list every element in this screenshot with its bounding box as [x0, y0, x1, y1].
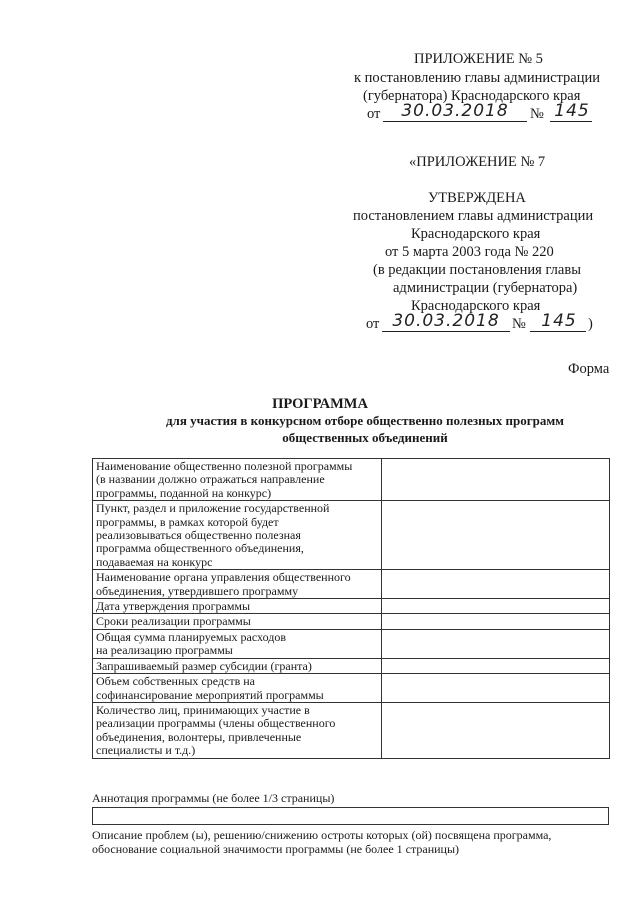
appendix7-line4: (в редакции постановления главы: [373, 262, 581, 278]
table-row: [93, 501, 610, 570]
appendix5-number-underline: [550, 121, 592, 122]
row-label-line: программы, в рамках которой будет: [96, 514, 279, 529]
table-row: [93, 459, 610, 501]
row-label-line: программа общественного объединения,: [96, 541, 304, 556]
appendix7-line6: Краснодарского края: [411, 298, 541, 314]
row-label-line: Количество лиц, принимающих участие в: [96, 702, 310, 717]
row-value-cell[interactable]: [382, 599, 610, 614]
row-label-line: Наименование органа управления общественного: [96, 570, 351, 585]
appendix7-approved: УТВЕРЖДЕНА: [428, 190, 526, 206]
row-label-line: объединения, утвердившего программу: [96, 583, 299, 598]
row-label-line: Общая сумма планируемых расходов: [96, 629, 287, 644]
row-label-cell: [93, 459, 382, 501]
row-label-cell: [93, 614, 382, 629]
appendix5-date-handwritten: 30.03.2018: [401, 101, 509, 121]
table-row: [93, 702, 610, 758]
row-value-cell[interactable]: [382, 629, 610, 658]
row-label-line: Сроки реализации программы: [96, 614, 251, 629]
appendix7-number-prefix: №: [512, 316, 526, 332]
row-label-line: софинансирование мероприятий программы: [96, 687, 324, 702]
row-label-cell: [93, 658, 382, 673]
table-row: [93, 614, 610, 629]
appendix7-date-handwritten: 30.03.2018: [392, 311, 500, 331]
appendix7-closing-paren: ): [588, 316, 593, 332]
row-value-cell[interactable]: [382, 674, 610, 703]
appendix7-line3: от 5 марта 2003 года № 220: [385, 244, 554, 260]
row-label-cell: [93, 570, 382, 599]
row-label-line: Дата утверждения программы: [96, 599, 251, 614]
appendix5-number-prefix: №: [530, 106, 544, 122]
table-row: [93, 570, 610, 599]
appendix7-line5: администрации (губернатора): [393, 280, 578, 296]
appendix5-title: ПРИЛОЖЕНИЕ № 5: [414, 51, 543, 67]
appendix7-date-prefix: от: [366, 316, 380, 332]
row-label-line: (в названии должно отражаться направление: [96, 472, 325, 487]
appendix7-line2: Краснодарского края: [411, 226, 541, 242]
appendix5-line1: к постановлению главы администрации: [354, 70, 601, 86]
form-label: Форма: [568, 361, 610, 377]
row-label-cell: [93, 501, 382, 570]
annotation-label: Аннотация программы (не более 1/3 страницы): [92, 791, 335, 805]
row-label-line: реализовываться общественно полезная: [96, 528, 301, 543]
row-label-cell: [93, 629, 382, 658]
appendix7-number-handwritten: 145: [541, 311, 577, 331]
program-title: ПРОГРАММА: [272, 396, 368, 412]
row-value-cell[interactable]: [382, 459, 610, 501]
row-label-line: Объем собственных средств на: [96, 674, 256, 689]
row-label-line: реализации программы (члены общественного: [96, 716, 336, 731]
appendix5-line2: (губернатора) Краснодарского края: [363, 88, 581, 104]
table-row: [93, 599, 610, 614]
row-label-line: подаваемая на конкурс: [96, 554, 213, 569]
appendix5-number-handwritten: 145: [554, 101, 590, 121]
row-label-cell: [93, 599, 382, 614]
description-line2: обоснование социальной значимости программы (не более 1 страницы): [92, 842, 460, 856]
appendix7-title: «ПРИЛОЖЕНИЕ № 7: [409, 154, 546, 170]
annotation-field[interactable]: [92, 807, 609, 825]
row-label-line: программы, поданной на конкурс): [96, 485, 272, 500]
row-label-cell: [93, 674, 382, 703]
appendix7-date-underline: [382, 331, 510, 332]
table-row: [93, 629, 610, 658]
appendix5-date-prefix: от: [367, 106, 381, 122]
row-label-line: специалисты и т.д.): [96, 743, 196, 758]
description-line1: Описание проблем (ы), решению/снижению остроты которых (ой) посвящена программа,: [92, 828, 552, 842]
row-value-cell[interactable]: [382, 702, 610, 758]
row-label-line: объединения, волонтеры, привлеченные: [96, 729, 302, 744]
program-subtitle-line2: общественных объединений: [282, 430, 448, 445]
program-subtitle-line1: для участия в конкурсном отборе общественно полезных программ: [165, 413, 565, 428]
program-form-table: [92, 458, 610, 759]
appendix7-line1: постановлением главы администрации: [353, 208, 594, 224]
row-value-cell[interactable]: [382, 658, 610, 673]
table-row: [93, 674, 610, 703]
row-label-line: Пункт, раздел и приложение государственной: [96, 501, 330, 516]
row-label-cell: [93, 702, 382, 758]
appendix5-date-underline: [383, 121, 527, 122]
row-value-cell[interactable]: [382, 614, 610, 629]
row-value-cell[interactable]: [382, 570, 610, 599]
table-row: [93, 658, 610, 673]
row-label-line: Наименование общественно полезной программы: [96, 459, 353, 473]
row-label-line: на реализацию программы: [96, 643, 233, 658]
row-label-line: Запрашиваемый размер субсидии (гранта): [96, 658, 312, 673]
row-value-cell[interactable]: [382, 501, 610, 570]
appendix7-number-underline: [530, 331, 586, 332]
